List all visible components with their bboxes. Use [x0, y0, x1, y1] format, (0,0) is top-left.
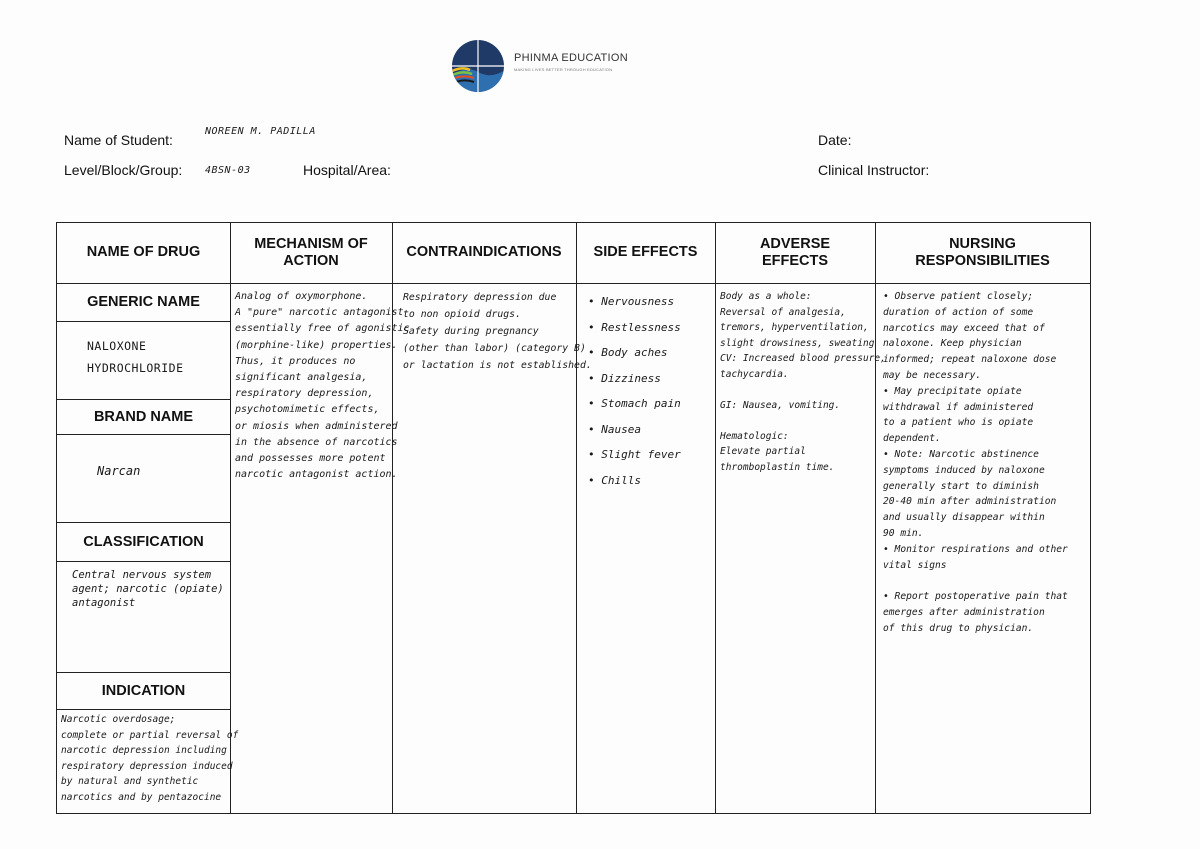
date-label: Date:	[818, 132, 852, 148]
side-effect-item: • Nausea	[588, 422, 641, 436]
indication-label: INDICATION	[101, 682, 186, 699]
side-effects-list	[588, 295, 681, 499]
adverse-effects-text: Body as a whole: Reversal of analgesia, tremors, hyperventilation, slight drowsiness, sweating CV: Increased blood pressure, tachycardia. GI: Nausea, vomiting. Hematologic: Elevate partial thromboplastin time.	[720, 291, 886, 473]
side-effect-item: • Stomach pain	[588, 397, 681, 410]
hospital-area-label: Hospital/Area:	[303, 162, 391, 178]
drug-study-table	[56, 222, 1091, 814]
student-name-value: NOREEN M. PADILLA	[205, 126, 316, 137]
header-nursing-responsibilities: NURSING RESPONSIBILITIES	[915, 235, 1050, 269]
header-contraindications: CONTRAINDICATIONS	[406, 244, 562, 261]
contraindications-text: Respiratory depression due to non opioid drugs. Safety during pregnancy (other than labor) (category B) or lactation is not established.	[403, 292, 592, 371]
level-block-group-label: Level/Block/Group:	[64, 162, 183, 178]
level-block-group-value: 4BSN-03	[205, 165, 251, 176]
header-name-of-drug: NAME OF DRUG	[86, 244, 201, 261]
header-side-effects: SIDE EFFECTS	[593, 244, 698, 261]
globe-logo-icon	[448, 38, 508, 94]
row-divider	[57, 321, 230, 322]
generic-name-label: GENERIC NAME	[87, 294, 200, 310]
mechanism-of-action-text: Analog of oxymorphone. A "pure" narcotic antagonist essentially free of agonistic (morphine-like) properties. Thus, it produces no significant analgesia, respiratory depression, psychotomimetic effects, or miosis when administered in the absence of narcotics and possesses more potent narcotic antagonist action.	[235, 291, 410, 481]
brand-name-label: BRAND NAME	[93, 408, 194, 425]
logo-tagline: MAKING LIVES BETTER THROUGH EDUCATION	[514, 67, 613, 72]
classification-value: Central nervous system agent; narcotic (opiate) antagonist	[72, 569, 224, 609]
side-effect-item: • Chills	[588, 473, 641, 487]
header-adverse-effects: ADVERSE EFFECTS	[759, 235, 831, 269]
clinical-instructor-label: Clinical Instructor:	[818, 162, 930, 178]
phinma-logo	[448, 38, 648, 94]
side-effect-item: • Nervousness	[588, 295, 675, 308]
indication-value: Narcotic overdosage; complete or partial reversal of narcotic depression including respiratory depression induced by natural and synthetic narcotics and by pentazocine	[61, 714, 239, 803]
side-effect-item: • Dizziness	[588, 371, 661, 385]
generic-name-value: NALOXONE HYDROCHLORIDE	[87, 339, 184, 375]
brand-name-value: Narcan	[97, 464, 141, 478]
logo-title: PHINMA EDUCATION	[514, 52, 628, 64]
row-divider	[57, 434, 230, 435]
side-effect-item: • Slight fever	[588, 448, 681, 461]
classification-label: CLASSIFICATION	[83, 533, 204, 550]
side-effect-item: • Body aches	[588, 346, 668, 359]
header-mechanism-of-action: MECHANISM OF ACTION	[254, 235, 368, 269]
student-name-label: Name of Student:	[64, 132, 173, 148]
row-divider	[57, 709, 230, 710]
side-effect-item: • Restlessness	[588, 320, 681, 334]
nursing-responsibilities-text: • Observe patient closely; duration of action of some narcotics may exceed that of naloxone. Keep physician informed; repeat naloxone dose may be necessary. • May precipitate opiate withdrawal if administered to a patient who is opiate dependent. • Note: Narcotic abstinence symptoms induced by naloxone generally start to diminish 20-40 min after administration and usually disappear within 90 min. • Monitor respirations and other vital signs • Report postoperative pain that emerges after administration of this drug to physician.	[883, 291, 1068, 634]
row-divider	[57, 561, 230, 562]
column-divider	[715, 223, 716, 813]
